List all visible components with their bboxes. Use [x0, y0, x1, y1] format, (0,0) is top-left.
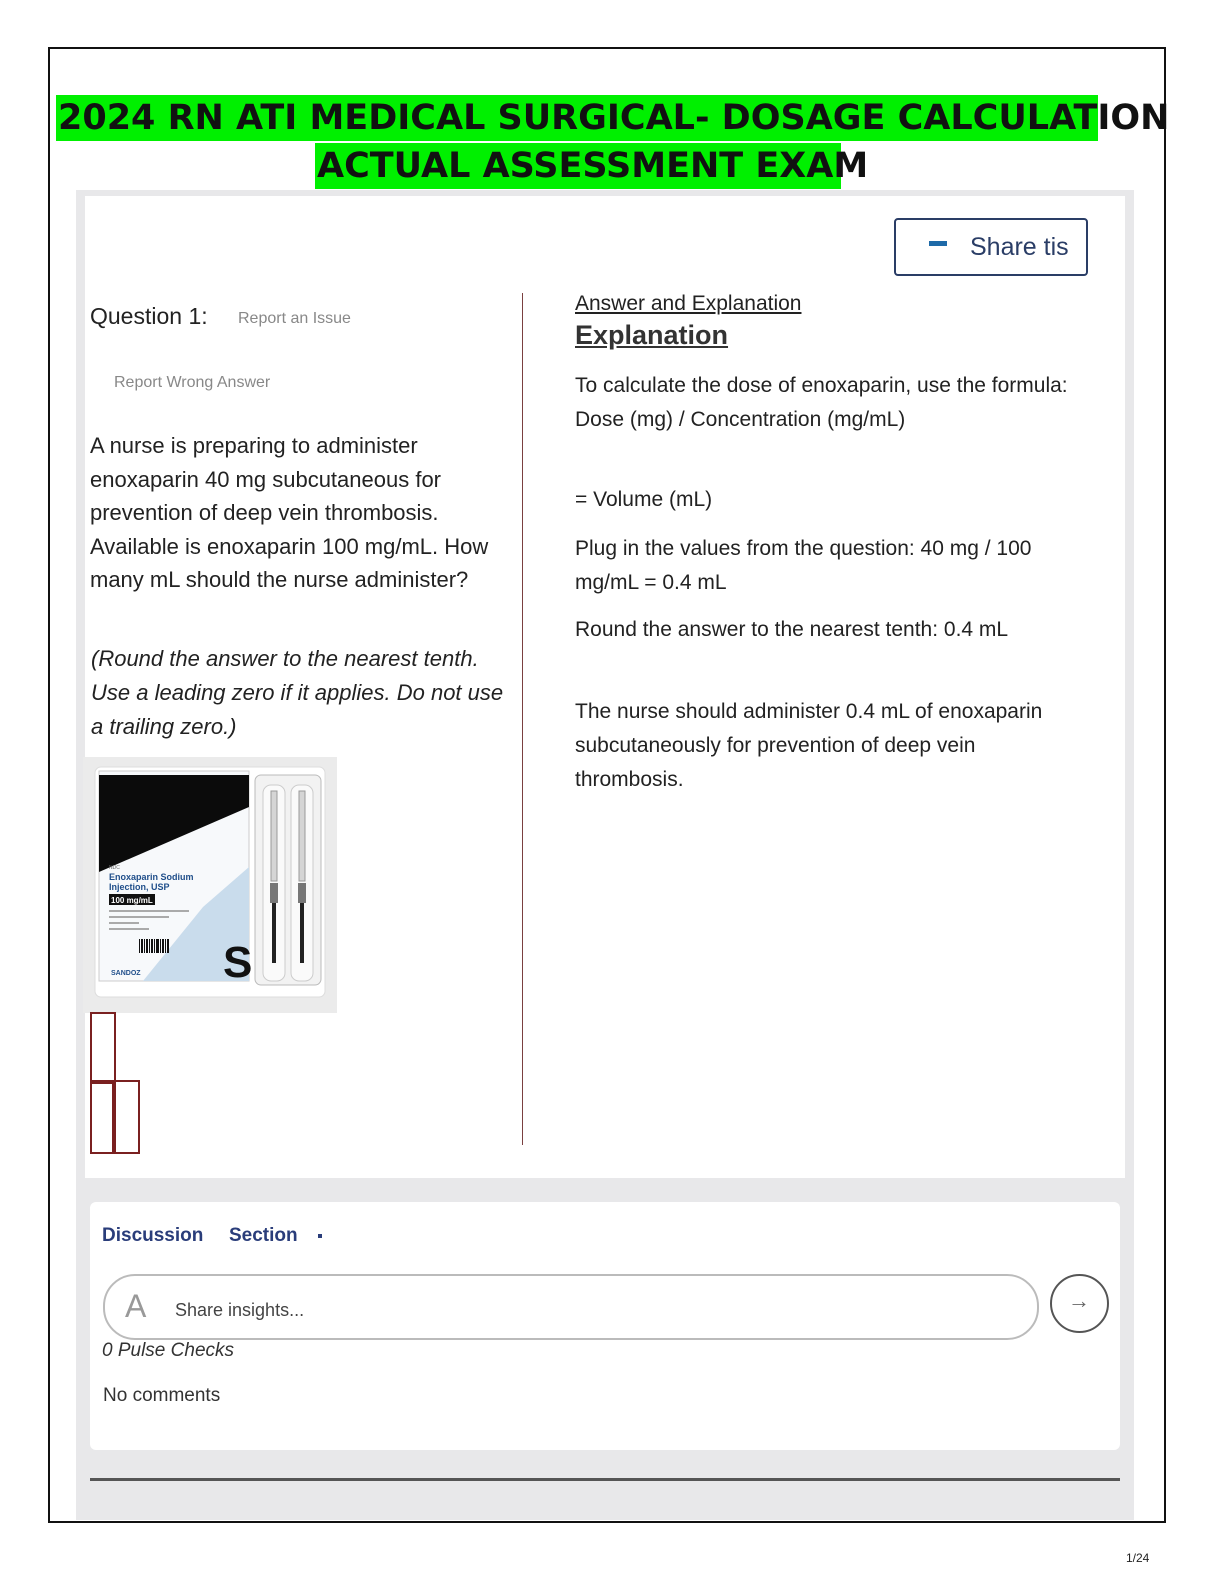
box-ndc: NDC	[109, 865, 120, 871]
arrow-right-icon: →	[1068, 1288, 1090, 1313]
insight-placeholder: Share insights...	[175, 1300, 305, 1320]
divider	[90, 1478, 1120, 1481]
explanation-paragraph-5: The nurse should administer 0.4 mL of enoxaparin subcutaneously for prevention of deep vein thrombosis.	[575, 700, 1043, 791]
page-number: 1/24	[1126, 1551, 1150, 1565]
insight-input[interactable]	[103, 1274, 1039, 1340]
answer-heading: Answer and Explanation	[575, 292, 802, 315]
medication-image	[83, 757, 337, 1013]
avatar: A	[125, 1288, 147, 1324]
answer-box-top[interactable]	[90, 1012, 116, 1084]
minus-icon	[929, 241, 947, 246]
question-text: A nurse is preparing to administer enoxaparin 40 mg subcutaneous for prevention of deep vein thrombosis. Available is enoxaparin 100 mg/mL. How many mL should the nurse administer?	[90, 433, 489, 592]
question-title: Question 1:	[90, 303, 208, 329]
column-divider	[522, 293, 523, 1145]
explanation-paragraph-1: To calculate the dose of enoxaparin, use the formula: Dose (mg) / Concentration (mg/mL)	[575, 374, 1068, 431]
share-button[interactable]	[894, 218, 1088, 276]
send-button[interactable]	[1050, 1274, 1109, 1333]
report-wrong-answer-link[interactable]: Report Wrong Answer	[114, 374, 271, 391]
box-product-line1: Enoxaparin Sodium	[109, 872, 194, 882]
box-product-line2: Injection, USP	[109, 882, 170, 892]
explanation-paragraph-2: = Volume (mL)	[575, 488, 713, 511]
box-manufacturer: SANDOZ	[111, 970, 141, 977]
answer-box-right[interactable]	[112, 1080, 140, 1154]
report-issue-link[interactable]: Report an Issue	[238, 310, 351, 327]
no-comments: No comments	[103, 1385, 221, 1406]
tab-section[interactable]: Section	[229, 1225, 298, 1246]
title-line-1: 2024 RN ATI MEDICAL SURGICAL- DOSAGE CALCULATION	[56, 95, 1098, 141]
section-dot-icon	[318, 1234, 322, 1238]
sandoz-logo-letter: S	[223, 938, 253, 987]
enoxaparin-box-illustration	[83, 757, 337, 1013]
title-line-2: ACTUAL ASSESSMENT EXAM	[315, 143, 841, 189]
explanation-paragraph-4: Round the answer to the nearest tenth: 0.4 mL	[575, 618, 1009, 641]
tab-discussion[interactable]: Discussion	[102, 1225, 204, 1246]
pulse-checks: 0 Pulse Checks	[102, 1340, 235, 1361]
question-note: (Round the answer to the nearest tenth. Use a leading zero if it applies. Do not use a trailing zero.)	[91, 646, 504, 739]
share-button-label: Share tis	[970, 233, 1069, 261]
explanation-heading: Explanation	[575, 320, 729, 350]
box-strength: 100 mg/mL	[111, 896, 153, 905]
explanation-paragraph-3: Plug in the values from the question: 40 mg / 100 mg/mL = 0.4 mL	[575, 537, 1032, 594]
